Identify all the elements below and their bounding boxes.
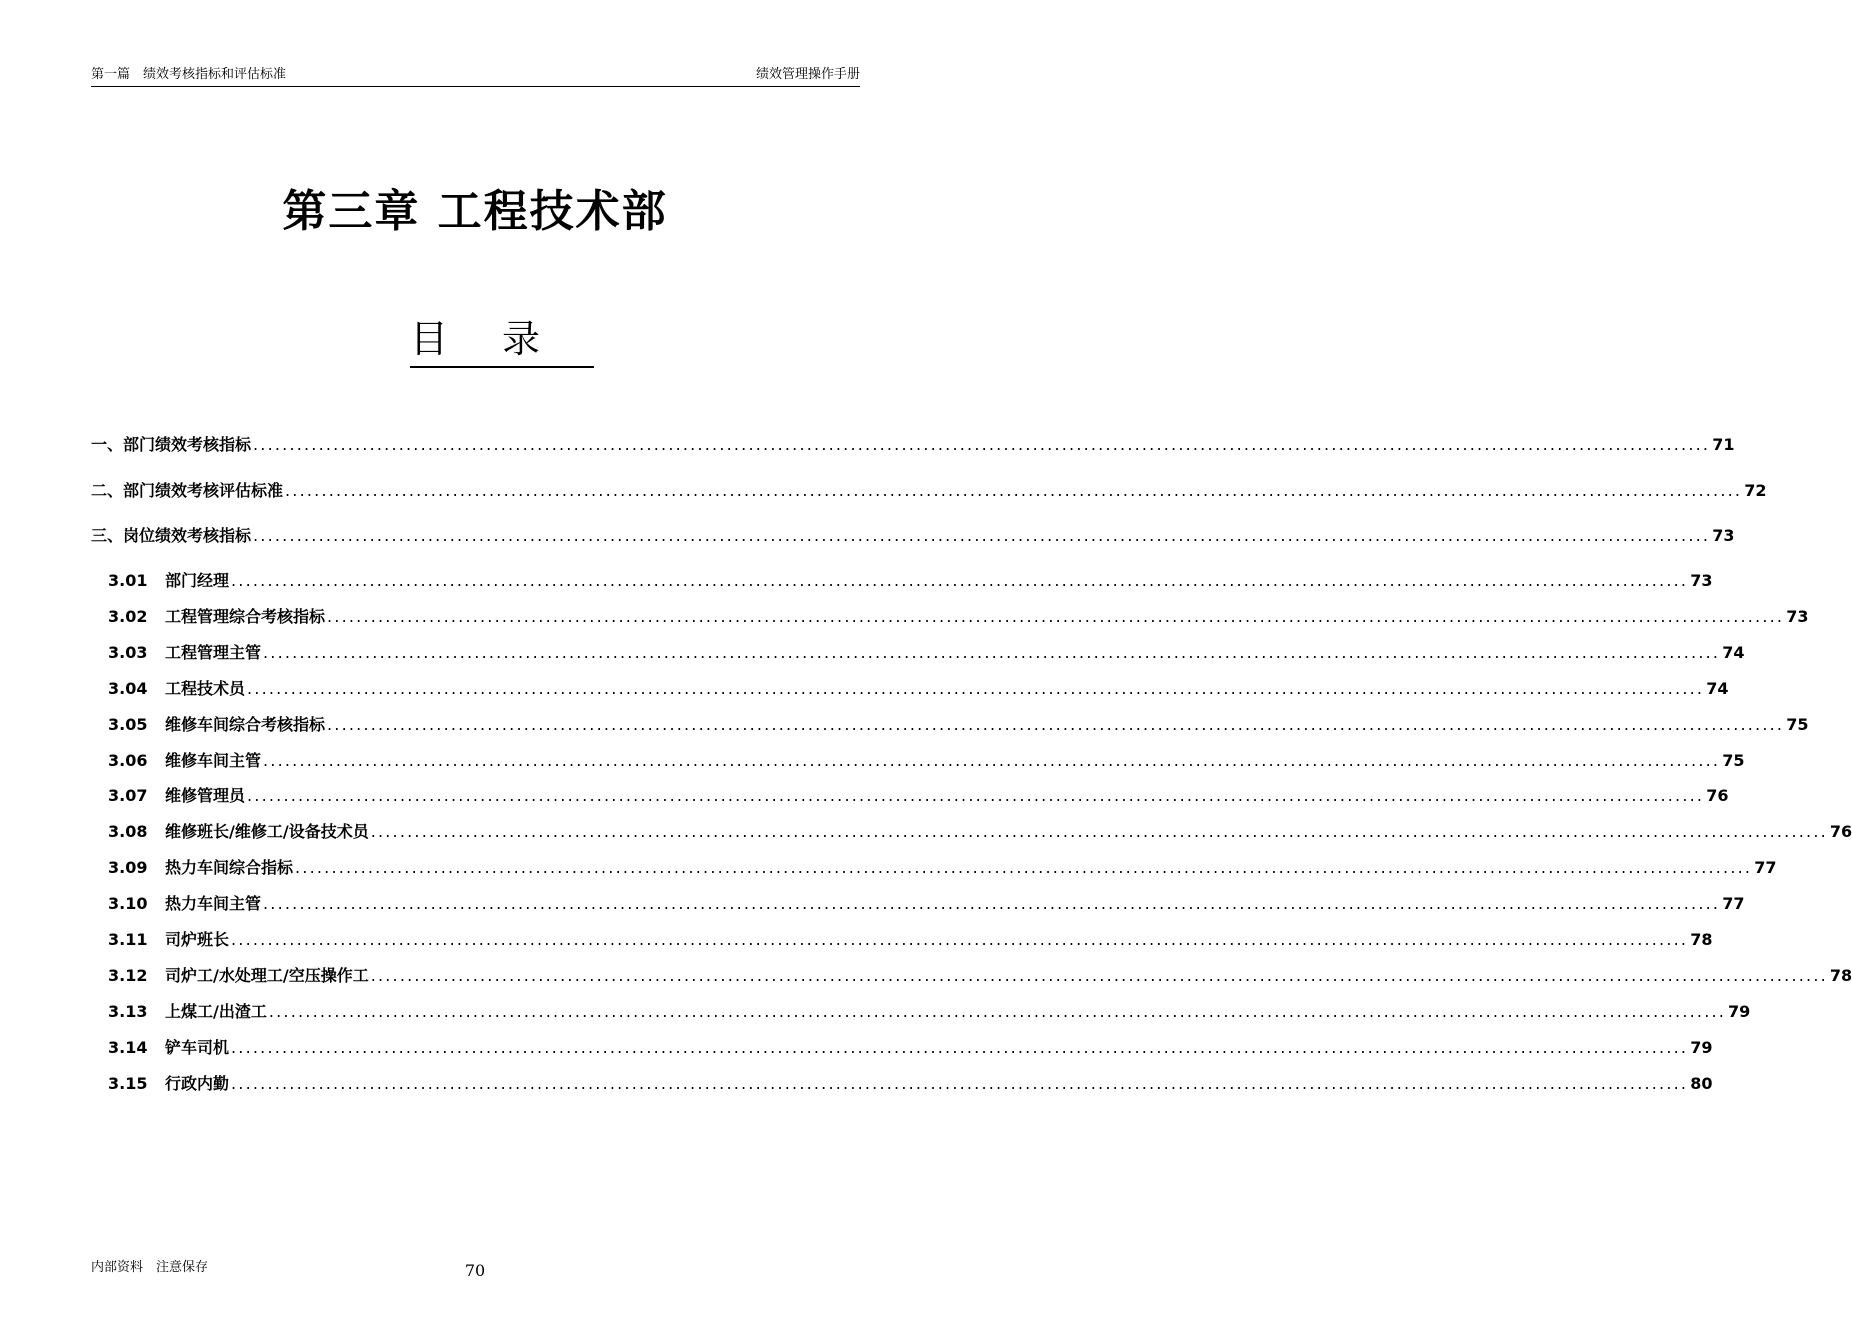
toc-item-row[interactable] <box>108 783 1729 807</box>
toc-page-number: 73 <box>1690 571 1713 590</box>
toc-item-number: 3.14 <box>108 1037 148 1057</box>
toc-entry-title: 工程管理主管 <box>165 642 262 662</box>
toc-leader-dots: ........................................................................................................................................................................................................ <box>253 526 1711 545</box>
toc-item-number: 3.05 <box>108 714 148 734</box>
toc-page-number: 71 <box>1712 435 1735 454</box>
toc-section-row[interactable] <box>91 478 1767 502</box>
toc-item-row[interactable] <box>108 568 1713 592</box>
toc-leader-dots: ........................................................................................................................................................................................................ <box>247 786 1705 806</box>
toc-entry-title: 维修管理员 <box>165 786 246 806</box>
toc-entry-title: 一、部门绩效考核指标 <box>91 435 252 454</box>
toc-item-number: 3.01 <box>108 571 148 590</box>
toc-leader-dots: ........................................................................................................................................................................................................ <box>285 481 1743 500</box>
toc-item-number: 3.06 <box>108 750 148 770</box>
toc-leader-dots: ........................................................................................................................................................................................................ <box>263 894 1721 914</box>
toc-item-number: 3.07 <box>108 786 148 806</box>
toc-page-number: 78 <box>1829 965 1852 985</box>
toc-entry-title: 司炉工/水处理工/空压操作工 <box>165 965 369 985</box>
toc-item-row[interactable] <box>108 963 1852 987</box>
toc-entry-title: 维修班长/维修工/设备技术员 <box>165 822 369 842</box>
toc-entry-title: 热力车间综合指标 <box>165 858 294 878</box>
toc-leader-dots: ........................................................................................................................................................................................................ <box>247 678 1705 698</box>
toc-page-number: 77 <box>1722 894 1745 914</box>
toc-item-number: 3.08 <box>108 822 148 842</box>
toc-entry-title: 二、部门绩效考核评估标准 <box>91 481 284 500</box>
toc-item-number: 3.13 <box>108 1001 148 1021</box>
toc-page-number: 77 <box>1754 858 1777 878</box>
toc-item-row[interactable] <box>108 640 1745 664</box>
toc-item-number: 3.04 <box>108 678 148 698</box>
toc-item-row[interactable] <box>108 819 1852 843</box>
toc-leader-dots: ........................................................................................................................................................................................................ <box>231 1037 1689 1057</box>
toc-entry-title: 工程技术员 <box>165 678 246 698</box>
toc-leader-dots: ........................................................................................................................................................................................................ <box>295 858 1753 878</box>
toc-page-number: 75 <box>1722 750 1745 770</box>
toc-page-number: 72 <box>1744 481 1767 500</box>
toc-page-number: 73 <box>1712 526 1735 545</box>
toc-item-row[interactable] <box>108 604 1809 628</box>
toc-entry-title: 三、岗位绩效考核指标 <box>91 526 252 545</box>
toc-leader-dots: ........................................................................................................................................................................................................ <box>263 642 1721 662</box>
toc-item-row[interactable] <box>108 1035 1713 1059</box>
toc-page-number: 78 <box>1690 930 1713 949</box>
toc-entry-title: 部门经理 <box>165 571 230 590</box>
toc-page-number: 79 <box>1728 1001 1751 1021</box>
toc-page-number: 79 <box>1690 1037 1713 1057</box>
toc-leader-dots: ........................................................................................................................................................................................................ <box>263 750 1721 770</box>
toc-leader-dots: ........................................................................................................................................................................................................ <box>231 1073 1689 1093</box>
toc-leader-dots: ........................................................................................................................................................................................................ <box>370 822 1828 842</box>
toc-item-row[interactable] <box>108 712 1809 736</box>
toc-item-number: 3.02 <box>108 606 148 626</box>
header-manual-title: 绩效管理操作手册 <box>755 67 860 82</box>
toc-page-number: 74 <box>1722 642 1745 662</box>
toc-item-row[interactable] <box>108 676 1729 700</box>
toc-item-row[interactable] <box>108 999 1751 1023</box>
toc-item-number: 3.15 <box>108 1073 148 1093</box>
toc-item-number: 3.10 <box>108 894 148 914</box>
toc-leader-dots: ........................................................................................................................................................................................................ <box>231 930 1689 949</box>
toc-entry-title: 热力车间主管 <box>165 894 262 914</box>
toc-item-row[interactable] <box>108 748 1745 772</box>
toc-leader-dots: ........................................................................................................................................................................................................ <box>370 965 1828 985</box>
page-number: 70 <box>464 1261 486 1280</box>
toc-item-row[interactable] <box>108 927 1713 951</box>
toc-page-number: 76 <box>1706 786 1729 806</box>
toc-leader-dots: ........................................................................................................................................................................................................ <box>253 435 1711 454</box>
toc-entry-title: 工程管理综合考核指标 <box>165 606 326 626</box>
toc-leader-dots: ........................................................................................................................................................................................................ <box>268 1001 1727 1021</box>
toc-item-number: 3.12 <box>108 965 148 985</box>
toc-section-row[interactable] <box>91 523 1735 547</box>
toc-page-number: 76 <box>1829 822 1852 842</box>
toc-leader-dots: ........................................................................................................................................................................................................ <box>231 571 1689 590</box>
toc-item-row[interactable] <box>108 891 1745 915</box>
toc-entry-title: 维修车间主管 <box>165 750 262 770</box>
toc-entry-title: 司炉班长 <box>165 930 230 949</box>
toc-entry-title: 维修车间综合考核指标 <box>165 714 326 734</box>
chapter-title: 第三章 工程技术部 <box>282 186 668 237</box>
toc-item-row[interactable] <box>108 855 1777 879</box>
toc-leader-dots: ........................................................................................................................................................................................................ <box>327 714 1785 734</box>
toc-heading <box>0 314 950 368</box>
header-section-title: 第一篇 绩效考核指标和评估标准 <box>91 67 287 82</box>
toc-entry-title: 行政内勤 <box>165 1073 230 1093</box>
toc-page-number: 74 <box>1706 678 1729 698</box>
page-header <box>91 66 860 87</box>
toc-page-number: 73 <box>1786 606 1809 626</box>
toc-leader-dots: ........................................................................................................................................................................................................ <box>327 606 1785 626</box>
toc-page-number: 80 <box>1690 1073 1713 1093</box>
footer-note: 内部资料 注意保存 <box>91 1260 209 1275</box>
toc-section-row[interactable] <box>91 432 1735 456</box>
toc-item-number: 3.11 <box>108 930 148 949</box>
toc-heading-text: 目录 <box>410 314 594 368</box>
toc-item-row[interactable] <box>108 1071 1713 1095</box>
toc-entry-title: 上煤工/出渣工 <box>165 1001 267 1021</box>
toc-entry-title: 铲车司机 <box>165 1037 230 1057</box>
toc-page-number: 75 <box>1786 714 1809 734</box>
toc-item-number: 3.09 <box>108 858 148 878</box>
toc-item-number: 3.03 <box>108 642 148 662</box>
